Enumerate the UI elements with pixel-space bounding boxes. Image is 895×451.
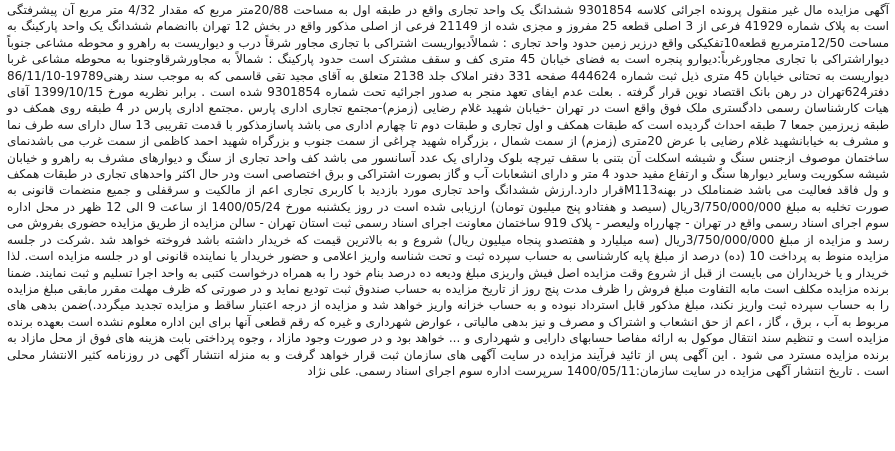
auction-notice-text: آگهی مزایده مال غیر منقول پرونده اجرائی کلاسه 9301854 ششدانگ یک واحد تجاری واقع در طبقه اول به مساحت 20/88متر مربع که مقدار 4/32 متر مربع آن پیشرفتگی است به پلاک شماره 41929 فرعی از 3 اصلی قطعه 25 مفروز و مجزی شده از 21149 فرعی از اصلی مذکور واقع در بخش 12 تهران باانضمام ششدانگ یک واحد پارکینگ به مساحت 12/50مترمربع قطعه10تفکیکی واقع درزیر زمین حدود واحد تجاری : شمالاًدیواریست اشتراکی با تجاری مجاور شرقاً درب و دیواریست به راهرو و محوطه مشاعی جنوباً دیواراشتراکی با تجاری مجاورغرباً:دیوارو پنجره است به فضای خیابان 45 متری کف و سقف مشترک است حدود پارکینگ : شمالاً به مجاورشرقاوجنوبا به محوطه مشاعی غربا دیواریست به تحتانی خیابان 45 متری ذیل ثبت شماره 444624 صفحه 331 دفتر املاک جلد 2138 متعلق به آقای مجید تقی قاسمی که به موجب سند رهنی19789-86/11/10 دفتر624تهران در رهن بانک اقتصاد نوین قرار گرفته . بعلت عدم ایفای تعهد منجر به صدور اجرائیه تحت شماره 9301854 شده است . برابر نظریه مورخ 1399/10/15 آقای هیات کارشناسان رسمی دادگستری ملک فوق واقع است در تهران -خیابان شهید غلام رضایی (زمزم)-مجتمع تجاری اداری پارس .مجتمع اداری پارس در 4 طبقه روی همکف دو طبقه زیرزمین جمعا 7 طبقه احداث گردیده است که طبقات همکف و اول تجاری و طبقات دوم تا چهارم اداری می باشد پاسازمذکور با قدمت تقریبی 13 سال دارای سه طرف نما و مشرف به خیابانشهید غلام رضایی با عرض 20متری (زمزم) از سمت شمال ، بزرگراه شهید چراغی از سمت جنوب و بزرگراه شهید احمد کاظمی از سمت غرب می باشدنمای ساختمان موصوف ازجنس سنگ و شیشه اسکلت آن بتنی با سقف تیرچه بلوک ودارای یک عدد آسانسور می باشد کف واحد تجاری از سنگ و دیوارهای مشرف به راهرو و خیابان شیشه سکوریت وسایر دیوارها سنگ و ارتفاع مفید حدود 4 متر و دارای انشعابات آب و گاز بصورت اشتراکی و برق اختصاصی است ودر حال اکثر واحدهای تجاری در طبقات همکف و ول فاقد فعالیت می باشد ضمناملک در بهنهM113قرار دارد.ارزش ششدانگ واحد تجاری مورد بازدید با کاربری تجاری اعم از مالکیت و سرقفلی و جمیع منضمات قانونی به صورت تخلیه به مبلغ 3/750/000/000ریال (سیصد و هفتادو پنج میلیون تومان) ارزیابی شده است در روز یکشنبه مورخ 1400/05/24 از ساعت 9 الی 12 ظهر در محل اداره سوم اجرای اسناد رسمی واقع در تهران - چهارراه ولیعصر - پلاک 919 ساختمان معاونت اجرای اسناد رسمی ثبت استان تهران - سالن مزایده از طریق مزایده حضوری بفروش می رسد و مزایده از مبلغ 3/750/000/000ریال (سه میلیارد و هفتصدو پنجاه میلیون ریال) شروع و به بالاترین قیمت که خریدار داشته باشد فروخته خواهد شد .شرکت در جلسه مزایده منوط به پرداخت 10 (ده) درصد از مبلغ پایه کارشناسی به حساب سپرده ثبت و تحت شناسه واریز اعلامی و حضور خریدار یا نماینده قانونی او در جلسه مزایده است. لذا خریدار و یا خریداران می بایست از قبل از شروع وقت مزایده اصل فیش واریزی مبلغ ودیعه ده درصد بنام خود را به همراه درخواست کتبی به واحد اجرا تسلیم و ثبت نمایند. ضمنا برنده مزایده مکلف است مابه التفاوت مبلغ فروش را ظرف مدت پنج روز از تاریخ مزایده به حساب صندوق ثبت تودیع نماید و در صورتی که ظرف مهلت مقرر مابقی مبلغ مزایده را به حساب سپرده ثبت واریز نکند، مبلغ مذکور قابل استرداد نبوده و به حساب خزانه واریز خواهد شد و مزایده از درجه اعتبار ساقط و مزایده تجدید میگردد.)ضمن بدهی های مربوط به آب ، برق ، گاز ، اعم از حق انشعاب و اشتراک و مصرف و نیز بدهی مالیاتی ، عوارض شهرداری و غیره که رقم قطعی آنها برای این اداره معلوم نشده است بعهده برنده مزایده است و تنظیم سند انتقال موکول به ارائه مفاصا حسابهای دارایی و شهرداری و ... خواهد بود و در صورت وجود مازاد ، وجوه پرداختی بابت هزینه های فوق از محل مازاد به برنده مزایده مسترد می شود . این آگهی پس از تائید فرآیند مزایده در سایت آگهی های سازمان ثبت قرار خواهد گرفت و به منزله انتشار آگهی در روزنامه کثیر الانتشار محلی است . تاریخ انتشار آگهی مزایده در سایت سازمان:1400/05/11 سرپرست اداره سوم اجرای اسناد رسمی. علی نژاد [7, 3, 890, 378]
